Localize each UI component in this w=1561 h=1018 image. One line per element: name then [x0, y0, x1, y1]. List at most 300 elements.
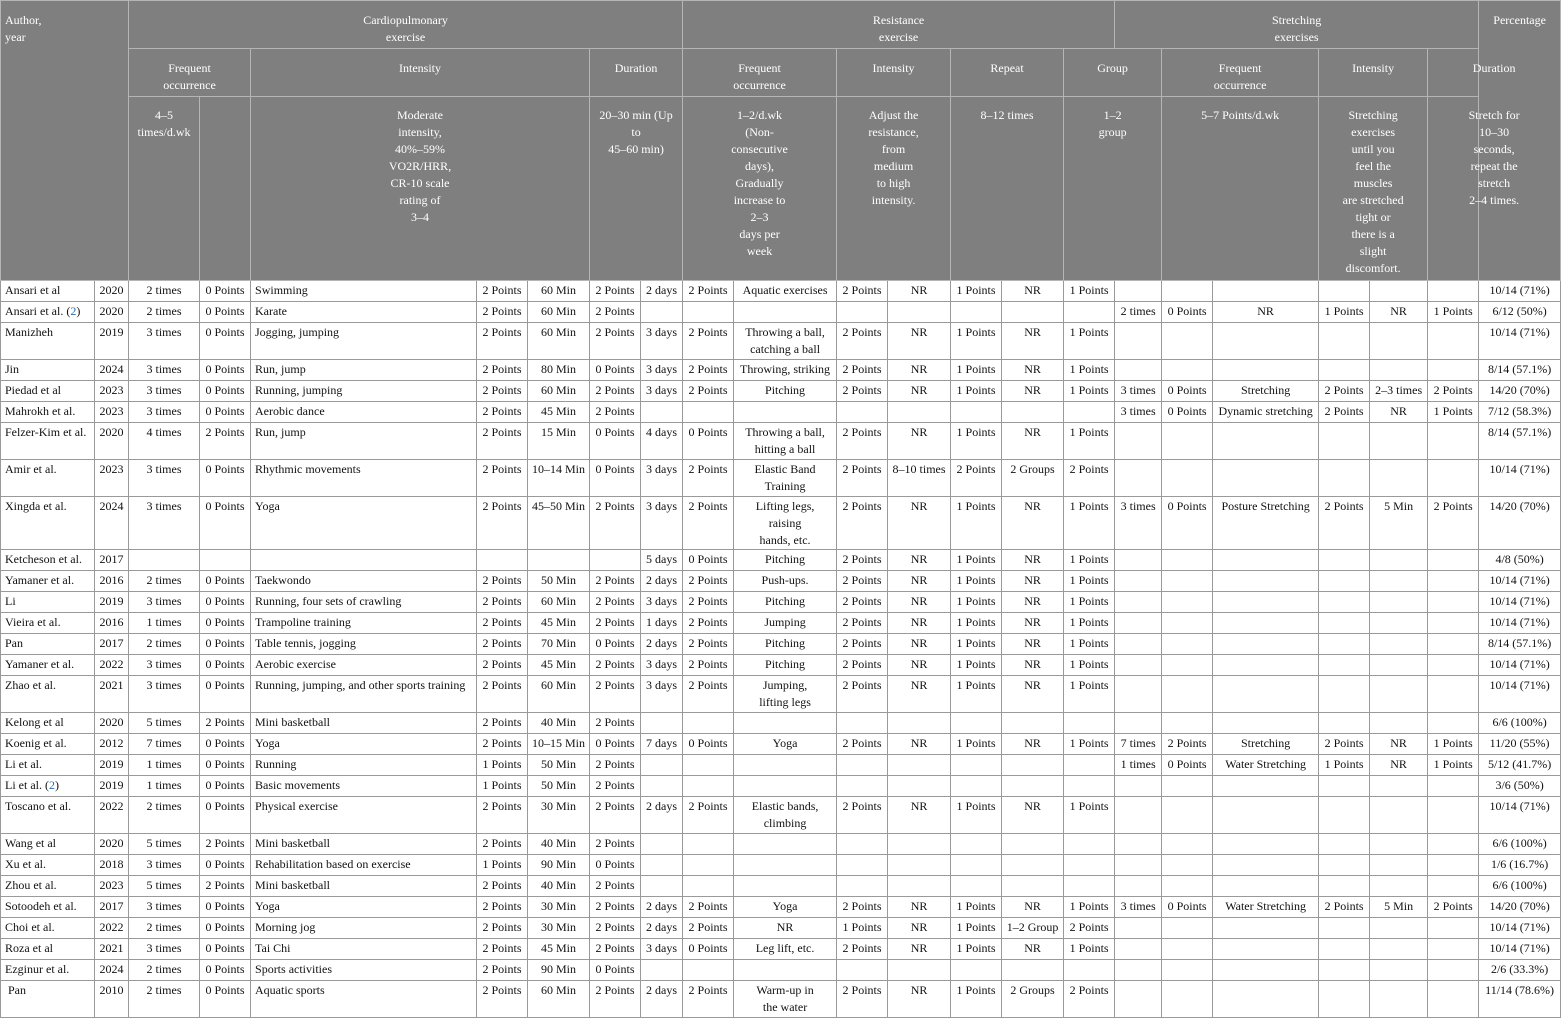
table-row [1, 550, 1561, 571]
percentage-cell-text: 11/14 (78.6%) [1485, 983, 1555, 997]
percentage-cell [1479, 734, 1561, 755]
percentage-cell-text: 1/6 (16.7%) [1490, 857, 1549, 871]
str-frequency-points-cell [1162, 918, 1213, 939]
res-frequency-points-cell [683, 834, 734, 855]
cardio-frequency-cell [129, 323, 200, 360]
table-row [1, 634, 1561, 655]
cardio-frequency-cell [129, 918, 200, 939]
res-frequency-points-cell [683, 360, 734, 381]
cardio-frequency-cell [129, 876, 200, 897]
res-frequency-points-cell [683, 423, 734, 460]
cardio-duration-cell-text: 90 Min [541, 962, 577, 976]
author-cell [1, 797, 95, 834]
cardio-frequency-cell-text: 2 times [146, 283, 182, 297]
res-group-points-cell-text: 2 Points [1069, 462, 1109, 476]
header-resistance-label: Resistance exercise [872, 13, 925, 44]
res-intensity-cell-text: Pitching [765, 594, 806, 608]
cardio-duration-points-cell-text: 2 Points [595, 836, 635, 850]
str-frequency-cell-text: 1 times [1120, 757, 1156, 771]
cardio-duration-cell-text: 60 Min [541, 304, 577, 318]
cardio-intensity-points-cell-text: 2 Points [482, 304, 522, 318]
author-name: Jin [5, 362, 20, 376]
cardio-intensity-cell-text: Jogging, jumping [255, 325, 340, 339]
cardio-duration-cell-text: 30 Min [541, 920, 577, 934]
res-group-points-cell-text: 1 Points [1069, 636, 1109, 650]
str-duration-points-cell [1428, 876, 1479, 897]
res-repeat-points-cell-text: 1 Points [956, 283, 996, 297]
year-cell [95, 381, 129, 402]
res-intensity-cell-text: Throwing a ball, catching a ball [745, 325, 825, 356]
cardio-intensity-cell-text: Taekwondo [255, 573, 311, 587]
cardio-intensity-points-cell [477, 323, 528, 360]
res-frequency-points-cell [683, 676, 734, 713]
res-frequency-points-cell [683, 876, 734, 897]
cardio-duration-points-cell [590, 360, 641, 381]
year-cell [95, 755, 129, 776]
cardio-intensity-points-cell-text: 2 Points [482, 383, 522, 397]
str-duration-points-cell [1428, 613, 1479, 634]
res-group-cell [1002, 655, 1064, 676]
table-row [1, 776, 1561, 797]
cardio-intensity-points-cell-text: 2 Points [482, 573, 522, 587]
res-frequency-cell [641, 460, 683, 497]
cardio-duration-cell [528, 918, 590, 939]
res-intensity-cell-text: Pitching [765, 383, 806, 397]
res-frequency-cell-text: 2 days [646, 799, 678, 813]
res-group-cell [1002, 571, 1064, 592]
res-frequency-cell [641, 550, 683, 571]
cardio-duration-cell-text: 60 Min [541, 678, 577, 692]
res-repeat-cell [888, 323, 951, 360]
str-frequency-points-cell [1162, 855, 1213, 876]
criteria-str-frequency-text: 5–7 Points/d.wk [1201, 108, 1280, 122]
str-duration-cell [1370, 918, 1428, 939]
cardio-duration-cell-text: 90 Min [541, 857, 577, 871]
percentage-cell-text: 6/6 (100%) [1492, 836, 1547, 850]
str-duration-points-cell [1428, 897, 1479, 918]
author-name: Xingda et al. [5, 499, 67, 513]
str-duration-cell [1370, 281, 1428, 302]
res-group-points-cell [1064, 876, 1115, 897]
header-author-year [1, 1, 129, 281]
cardio-frequency-points-cell-text: 0 Points [205, 941, 245, 955]
res-group-points-cell-text: 1 Points [1069, 941, 1109, 955]
cardio-duration-points-cell [590, 281, 641, 302]
cardio-duration-points-cell-text: 2 Points [595, 878, 635, 892]
cardio-duration-cell [528, 571, 590, 592]
res-frequency-points-cell [683, 592, 734, 613]
cardio-intensity-points-cell-text: 2 Points [482, 636, 522, 650]
cardio-frequency-points-cell [200, 939, 251, 960]
res-group-points-cell-text: 1 Points [1069, 283, 1109, 297]
cardio-duration-cell-text: 45 Min [541, 941, 577, 955]
cardio-intensity-points-cell-text: 2 Points [482, 678, 522, 692]
cardio-duration-cell-text: 40 Min [541, 715, 577, 729]
header-str-duration-label: Duration [1472, 61, 1516, 75]
table-row [1, 592, 1561, 613]
res-repeat-points-cell [951, 897, 1002, 918]
res-frequency-cell [641, 834, 683, 855]
str-frequency-cell [1115, 960, 1162, 981]
cardio-duration-points-cell-text: 2 Points [595, 283, 635, 297]
percentage-cell [1479, 360, 1561, 381]
str-intensity-points-cell-text: 2 Points [1324, 404, 1364, 418]
str-intensity-points-cell [1319, 323, 1370, 360]
cardio-duration-points-cell-text: 2 Points [595, 799, 635, 813]
cardio-duration-points-cell [590, 460, 641, 497]
percentage-cell [1479, 960, 1561, 981]
author-cell [1, 402, 95, 423]
cardio-duration-points-cell-text: 2 Points [595, 778, 635, 792]
year-cell-text: 2020 [99, 304, 124, 318]
table-row [1, 323, 1561, 360]
res-intensity-points-cell-text: 2 Points [842, 799, 882, 813]
cardio-duration-cell [528, 897, 590, 918]
res-group-points-cell [1064, 302, 1115, 323]
cardio-duration-cell [528, 360, 590, 381]
str-duration-cell [1370, 381, 1428, 402]
cardio-intensity-cell [251, 676, 477, 713]
str-intensity-cell [1213, 655, 1319, 676]
res-frequency-points-cell-text: 2 Points [688, 678, 728, 692]
res-frequency-points-cell-text: 2 Points [688, 325, 728, 339]
author-name: Li et al. ( [5, 778, 49, 792]
res-intensity-cell [734, 634, 837, 655]
res-group-cell-text: NR [1024, 899, 1041, 913]
year-cell [95, 497, 129, 550]
cardio-frequency-points-cell-text: 0 Points [205, 757, 245, 771]
cardio-intensity-points-cell [477, 302, 528, 323]
criteria-str-intensity [1319, 97, 1428, 281]
percentage-cell [1479, 550, 1561, 571]
str-frequency-cell [1115, 634, 1162, 655]
str-duration-cell-text: 5 Min [1384, 899, 1414, 913]
str-intensity-cell [1213, 571, 1319, 592]
str-duration-points-cell [1428, 755, 1479, 776]
author-cell [1, 613, 95, 634]
cardio-duration-cell-text: 80 Min [541, 362, 577, 376]
cardio-duration-points-cell [590, 550, 641, 571]
res-intensity-points-cell-text: 2 Points [842, 615, 882, 629]
str-frequency-cell-text: 3 times [1120, 499, 1156, 513]
str-frequency-cell [1115, 423, 1162, 460]
cardio-duration-cell-text: 70 Min [541, 636, 577, 650]
author-cell [1, 981, 95, 1018]
cardio-frequency-cell-text: 1 times [146, 615, 182, 629]
cardio-intensity-cell [251, 323, 477, 360]
author-name-end: ) [76, 304, 81, 318]
cardio-frequency-cell [129, 734, 200, 755]
res-repeat-points-cell [951, 960, 1002, 981]
str-frequency-points-cell [1162, 834, 1213, 855]
cardio-duration-points-cell-text: 2 Points [595, 404, 635, 418]
cardio-intensity-points-cell-text: 2 Points [482, 836, 522, 850]
criteria-res-repeat [951, 97, 1064, 281]
cardio-frequency-cell [129, 497, 200, 550]
header-cardio-duration-label: Duration [614, 61, 658, 75]
year-cell [95, 613, 129, 634]
res-repeat-points-cell-text: 1 Points [956, 552, 996, 566]
author-cell [1, 302, 95, 323]
str-duration-points-cell [1428, 460, 1479, 497]
res-frequency-points-cell [683, 323, 734, 360]
year-cell-text: 2017 [99, 552, 124, 566]
cardio-intensity-points-cell-text: 2 Points [482, 736, 522, 750]
str-intensity-points-cell [1319, 550, 1370, 571]
cardio-intensity-cell-text: Swimming [255, 283, 308, 297]
res-repeat-points-cell-text: 1 Points [956, 799, 996, 813]
cardio-frequency-cell [129, 571, 200, 592]
cardio-frequency-points-cell-text: 2 Points [205, 715, 245, 729]
res-intensity-cell-text: Jumping, lifting legs [759, 678, 811, 709]
cardio-frequency-cell-text: 5 times [146, 878, 182, 892]
res-intensity-cell-text: Push-ups. [761, 573, 809, 587]
year-cell-text: 2020 [99, 283, 124, 297]
res-repeat-cell [888, 550, 951, 571]
cardio-frequency-points-cell [200, 981, 251, 1018]
res-frequency-points-cell-text: 2 Points [688, 636, 728, 650]
percentage-cell-text: 6/12 (50%) [1492, 304, 1547, 318]
cardio-frequency-cell-text: 2 times [146, 962, 182, 976]
cardio-intensity-points-cell [477, 876, 528, 897]
cardio-frequency-points-cell [200, 592, 251, 613]
res-frequency-cell [641, 939, 683, 960]
table-row [1, 876, 1561, 897]
res-intensity-points-cell [837, 981, 888, 1018]
cardio-duration-cell-text: 30 Min [541, 899, 577, 913]
res-intensity-points-cell [837, 939, 888, 960]
res-group-cell [1002, 713, 1064, 734]
cardio-intensity-points-cell [477, 360, 528, 381]
res-frequency-points-cell [683, 402, 734, 423]
cardio-duration-points-cell-text: 2 Points [595, 657, 635, 671]
cardio-frequency-cell [129, 460, 200, 497]
cardio-frequency-points-cell-text: 0 Points [205, 462, 245, 476]
cardio-frequency-points-cell [200, 323, 251, 360]
author-name: Zhao et al. [5, 678, 56, 692]
criteria-cardio-intensity [251, 97, 590, 281]
cardio-duration-points-cell [590, 797, 641, 834]
str-duration-cell [1370, 734, 1428, 755]
res-group-points-cell-text: 1 Points [1069, 615, 1109, 629]
res-intensity-cell [734, 876, 837, 897]
percentage-cell [1479, 381, 1561, 402]
str-frequency-points-cell [1162, 776, 1213, 797]
year-cell-text: 2024 [99, 362, 124, 376]
res-frequency-cell-text: 3 days [646, 383, 678, 397]
str-frequency-points-cell-text: 0 Points [1167, 404, 1207, 418]
citation-link[interactable]: 2 [70, 304, 77, 318]
year-cell-text: 2023 [99, 462, 124, 476]
author-cell [1, 323, 95, 360]
res-repeat-points-cell [951, 592, 1002, 613]
str-frequency-cell-text: 7 times [1120, 736, 1156, 750]
res-group-points-cell-text: 1 Points [1069, 736, 1109, 750]
res-group-points-cell [1064, 981, 1115, 1018]
header-str-intensity-label: Intensity [1352, 61, 1395, 75]
res-frequency-cell-text: 2 days [646, 899, 678, 913]
str-duration-cell [1370, 834, 1428, 855]
res-repeat-cell-text: NR [910, 636, 928, 650]
author-name: Ketcheson et al. [5, 552, 82, 566]
cardio-frequency-points-cell [200, 755, 251, 776]
str-intensity-points-cell [1319, 797, 1370, 834]
cardio-duration-cell [528, 713, 590, 734]
cardio-intensity-cell-text: Trampoline training [255, 615, 351, 629]
res-repeat-cell-text: NR [910, 799, 928, 813]
res-intensity-points-cell [837, 571, 888, 592]
cardio-duration-points-cell [590, 676, 641, 713]
res-intensity-points-cell-text: 2 Points [842, 283, 882, 297]
cardio-duration-points-cell [590, 423, 641, 460]
res-intensity-cell [734, 939, 837, 960]
author-cell [1, 776, 95, 797]
str-frequency-cell [1115, 734, 1162, 755]
res-repeat-cell-text: NR [910, 678, 928, 692]
str-frequency-points-cell [1162, 634, 1213, 655]
str-duration-points-cell [1428, 655, 1479, 676]
res-repeat-points-cell [951, 855, 1002, 876]
res-repeat-cell [888, 713, 951, 734]
str-frequency-points-cell [1162, 655, 1213, 676]
str-duration-cell-text: 5 Min [1384, 499, 1414, 513]
res-group-cell-text: NR [1024, 325, 1041, 339]
author-name: Ezginur et al. [5, 962, 70, 976]
cardio-duration-cell [528, 655, 590, 676]
str-duration-cell-text: 2–3 times [1375, 383, 1423, 397]
res-repeat-points-cell [951, 655, 1002, 676]
header-cardio-frequency [129, 49, 251, 97]
res-repeat-points-cell-text: 1 Points [956, 636, 996, 650]
cardio-duration-points-cell [590, 776, 641, 797]
cardio-frequency-cell [129, 281, 200, 302]
str-duration-points-cell [1428, 571, 1479, 592]
cardio-intensity-points-cell [477, 960, 528, 981]
cardio-frequency-cell [129, 634, 200, 655]
str-frequency-points-cell [1162, 323, 1213, 360]
res-group-cell-text: NR [1024, 573, 1041, 587]
year-cell [95, 897, 129, 918]
year-cell-text: 2023 [99, 878, 124, 892]
res-group-points-cell-text: 1 Points [1069, 573, 1109, 587]
res-group-cell-text: NR [1024, 425, 1041, 439]
res-intensity-cell [734, 460, 837, 497]
str-duration-cell [1370, 897, 1428, 918]
res-intensity-cell-text: Aquatic exercises [742, 283, 828, 297]
res-repeat-cell [888, 381, 951, 402]
res-frequency-cell [641, 655, 683, 676]
str-intensity-cell-text: Stretching [1240, 736, 1291, 750]
cardio-intensity-points-cell [477, 497, 528, 550]
str-duration-cell [1370, 876, 1428, 897]
cardio-duration-cell-text: 60 Min [541, 983, 577, 997]
percentage-cell-text: 8/14 (57.1%) [1487, 362, 1552, 376]
cardio-intensity-points-cell-text: 1 Points [482, 778, 522, 792]
str-frequency-cell [1115, 381, 1162, 402]
author-cell [1, 460, 95, 497]
header-cardio-intensity [251, 49, 590, 97]
criteria-res-group [1064, 97, 1162, 281]
res-repeat-cell [888, 592, 951, 613]
year-cell-text: 2023 [99, 404, 124, 418]
cardio-intensity-cell-text: Sports activities [255, 962, 333, 976]
header-res-intensity-label: Intensity [872, 61, 915, 75]
res-group-points-cell [1064, 323, 1115, 360]
res-frequency-cell [641, 323, 683, 360]
citation-link[interactable]: 2 [48, 778, 55, 792]
table-row [1, 302, 1561, 323]
str-intensity-cell [1213, 550, 1319, 571]
res-repeat-cell [888, 460, 951, 497]
cardio-duration-cell-text: 45 Min [541, 657, 577, 671]
header-res-group [1064, 49, 1162, 97]
year-cell [95, 713, 129, 734]
res-group-cell [1002, 613, 1064, 634]
str-duration-points-cell [1428, 592, 1479, 613]
cardio-frequency-points-cell [200, 834, 251, 855]
res-intensity-cell [734, 592, 837, 613]
str-duration-cell-text: NR [1390, 757, 1407, 771]
cardio-duration-points-cell-text: 0 Points [595, 736, 635, 750]
cardio-duration-points-cell [590, 855, 641, 876]
str-frequency-cell [1115, 981, 1162, 1018]
cardio-intensity-points-cell [477, 550, 528, 571]
res-repeat-points-cell [951, 734, 1002, 755]
res-intensity-points-cell [837, 960, 888, 981]
criteria-res-intensity [837, 97, 951, 281]
cardio-duration-cell-text: 45 Min [541, 615, 577, 629]
author-name: Amir et al. [5, 462, 57, 476]
str-frequency-cell [1115, 876, 1162, 897]
str-duration-points-cell [1428, 634, 1479, 655]
str-intensity-points-cell [1319, 981, 1370, 1018]
cardio-intensity-cell [251, 550, 477, 571]
str-duration-cell-text: NR [1390, 736, 1407, 750]
res-intensity-points-cell-text: 2 Points [842, 573, 882, 587]
str-frequency-cell-text: 3 times [1120, 404, 1156, 418]
str-intensity-cell [1213, 897, 1319, 918]
cardio-frequency-points-cell [200, 281, 251, 302]
header-cardio-frequency-label: Frequent occurrence [163, 61, 216, 92]
res-intensity-points-cell-text: 2 Points [842, 499, 882, 513]
res-frequency-points-cell-text: 2 Points [688, 573, 728, 587]
year-cell [95, 323, 129, 360]
res-group-cell [1002, 876, 1064, 897]
cardio-frequency-points-cell-text: 0 Points [205, 573, 245, 587]
author-cell [1, 734, 95, 755]
str-frequency-points-cell-text: 0 Points [1167, 899, 1207, 913]
cardio-intensity-points-cell-text: 2 Points [482, 799, 522, 813]
str-duration-points-cell-text: 1 Points [1433, 304, 1473, 318]
author-name: Toscano et al. [5, 799, 72, 813]
author-name: Pan [5, 636, 23, 650]
str-duration-points-cell [1428, 360, 1479, 381]
year-cell-text: 2023 [99, 383, 124, 397]
cardio-frequency-points-cell-text: 0 Points [205, 404, 245, 418]
res-frequency-cell-text: 3 days [646, 462, 678, 476]
cardio-duration-points-cell-text: 2 Points [595, 715, 635, 729]
res-intensity-cell [734, 423, 837, 460]
cardio-intensity-cell-text: Morning jog [255, 920, 316, 934]
res-frequency-points-cell [683, 571, 734, 592]
res-group-points-cell [1064, 755, 1115, 776]
res-repeat-points-cell [951, 381, 1002, 402]
cardio-intensity-cell [251, 381, 477, 402]
cardio-duration-cell [528, 423, 590, 460]
cardio-duration-points-cell [590, 571, 641, 592]
res-intensity-cell [734, 381, 837, 402]
author-cell [1, 960, 95, 981]
